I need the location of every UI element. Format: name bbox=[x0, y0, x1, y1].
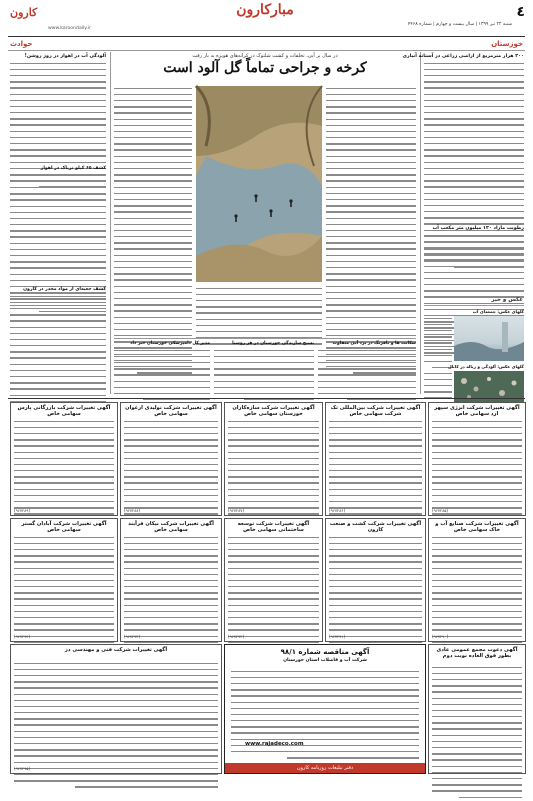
tender-subtitle: شرکت آب و فاضلاب استان خوزستان bbox=[283, 658, 367, 663]
header-rule bbox=[8, 36, 525, 37]
ad-11: آگهی تغییرات شرکت فنی و مهندسی دز (۹۶۷۲۹۵) bbox=[10, 644, 222, 774]
masthead-bar bbox=[0, 0, 533, 38]
ads-rule bbox=[8, 398, 525, 399]
bottom-head-2: بسیج سازندگی خوزستان در هر روستا bbox=[232, 341, 314, 346]
ad-4: آگهی تغییرات شرکت تولیدی ارغوان سهامی خاص (۹۶۷۲۸۸) bbox=[120, 402, 222, 516]
ad-2: آگهی تغییرات شرکت بین‌المللی تک شرکت سهامی خاص (۹۶۷۲۸۶) bbox=[325, 402, 426, 516]
tender-ad bbox=[224, 644, 426, 774]
main-text-col2 bbox=[114, 86, 192, 306]
right-title-2: رطوبت مازاد ۱۴۰ میلیون متر مکعب آب bbox=[432, 226, 524, 231]
section-right-mid: عکس و خبر bbox=[491, 297, 523, 303]
main-kicker: در سال پر آبی، تخلفات و کشت شلتوک در کرانه‌های هویزه به بار رفت bbox=[192, 53, 338, 59]
ad-8: آگهی تغییرات شرکت توسعه ساختمانی سهامی خاص (۹۶۷۲۹۲) bbox=[224, 518, 323, 642]
ad-10: آگهی تغییرات شرکت آبادان گستر سهامی خاص (۹۶۷۲۹۴) bbox=[10, 518, 118, 642]
ad-3: آگهی تغییرات شرکت سازه‌کاران خوزستان سهامی خاص (۹۶۷۲۸۷) bbox=[224, 402, 323, 516]
tender-title: آگهی مناقصه شماره ۹۸/۱ bbox=[280, 648, 370, 656]
photo1-caption: گلهای عکس: جمعه‌ای آب bbox=[472, 309, 524, 314]
section-left: حوادث bbox=[10, 40, 33, 48]
bottom-head-1: مدیر کل دامپزشکی خوزستان خبر داد bbox=[130, 341, 210, 346]
photo2-caption: گلهای عکس: آلودگی و زباله در کانال bbox=[447, 364, 524, 369]
photo1-text bbox=[424, 316, 452, 361]
tender-site[interactable]: www.rajadeco.com bbox=[245, 741, 304, 747]
ad-6: آگهی تغییرات شرکت صنایع آب و خاک سهامی خاص (۹۶۷۲۹۰) bbox=[428, 518, 526, 642]
logo: کارون bbox=[10, 6, 38, 19]
photo-1 bbox=[454, 316, 524, 361]
left-title-1: آلودگی آب در اهواز در روز روشن! bbox=[24, 54, 106, 59]
ad-1: آگهی تغییرات شرکت انرژی سپهر ارد سهامی خاص (۹۶۷۲۸۵) bbox=[428, 402, 526, 516]
ad-7: آگهی تغییرات شرکت کشت و صنعت کارون (۹۶۷۲۹۱) bbox=[325, 518, 426, 642]
ad-9: آگهی تغییرات شرکت نیکان فرآیند سهامی خاص (۹۶۷۲۹۳) bbox=[120, 518, 222, 642]
right-title-1: ۲۰۰ هزار مترمربع از اراضی زراعی در آستانه آبیاری bbox=[402, 54, 524, 59]
section-right: خوزستان bbox=[491, 40, 523, 48]
left-title-2: کشف ۶۵ کیلو تریاک در اهواز bbox=[40, 166, 106, 171]
main-photo bbox=[196, 86, 322, 282]
ad-5: آگهی تغییرات شرکت بازرگانی پارس سهامی خاص (۹۶۷۲۸۹) bbox=[10, 402, 118, 516]
tender-footer: دفتر تبلیغات روزنامه کارون bbox=[225, 763, 425, 773]
page-number: ٤ bbox=[516, 4, 525, 20]
main-text-under-photo bbox=[196, 286, 322, 336]
site-url[interactable]: www.karoondaily.ir bbox=[48, 26, 91, 31]
right-text-1 bbox=[424, 61, 524, 221]
masthead-title: مبارکارون bbox=[236, 2, 294, 18]
main-text-col1 bbox=[326, 86, 416, 306]
date-line: شنبه ۲۲ تیر ۱۳۹۹ | سال بیست و چهارم | شماره ۴۴۶۸ bbox=[407, 22, 512, 27]
bottom-head-3: سکانت ها و بافرنگ در برد آبی متفاوت bbox=[332, 341, 416, 346]
invite-ad: آگهی دعوت مجمع عمومی عادی بطور فوق العاده نوبت دوم bbox=[428, 644, 526, 774]
main-headline: کرخه و جراحی تماماً گل آلود است bbox=[163, 60, 367, 76]
left-title-3: کشف جعبه‌ای از مواد مخدر در کارون bbox=[23, 287, 106, 292]
